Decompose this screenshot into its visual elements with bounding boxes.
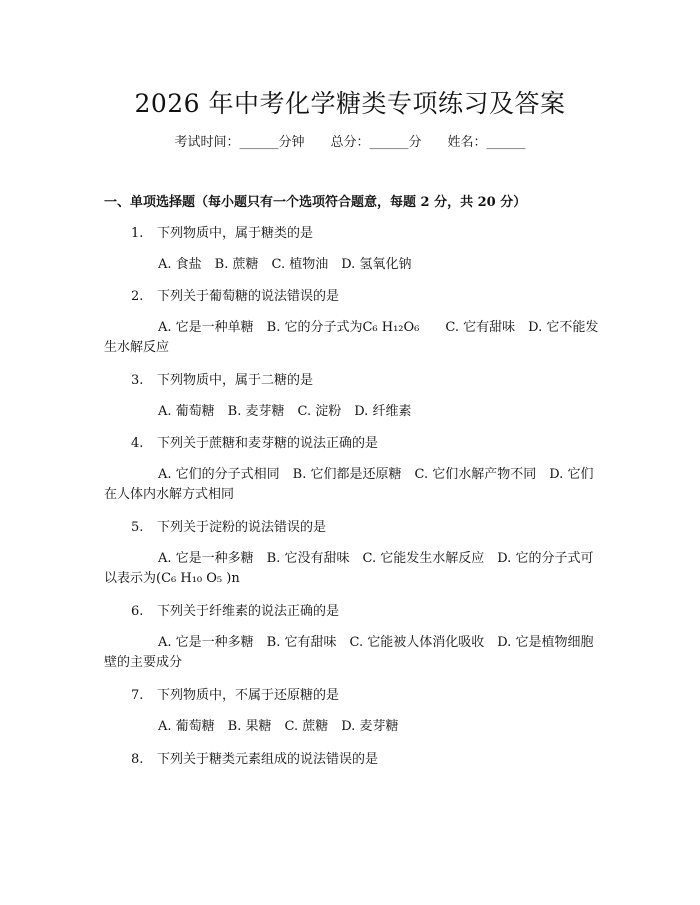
question-number: 4. bbox=[131, 436, 144, 451]
question-4-options: A. 它们的分子式相同 B. 它们都是还原糖 C. 它们水解产物不同 D. 它们在人体内水解方式相同 bbox=[104, 467, 594, 502]
question-8 bbox=[131, 750, 378, 770]
question-number: 5. bbox=[131, 520, 144, 535]
question-6-options: A. 它是一种多糖 B. 它有甜味 C. 它能被人体消化吸收 D. 它是植物细胞壁的主要成分 bbox=[104, 635, 594, 670]
question-number: 6. bbox=[131, 604, 144, 619]
question-1-options: A. 食盐 B. 蔗糖 C. 植物油 D. 氢氧化钠 bbox=[158, 257, 412, 272]
question-stem: 下列关于淀粉的说法错误的是 bbox=[157, 520, 327, 535]
question-3-options: A. 葡萄糖 B. 麦芽糖 C. 淀粉 D. 纤维素 bbox=[158, 404, 412, 419]
question-4 bbox=[131, 434, 378, 454]
question-5-options: A. 它是一种多糖 B. 它没有甜味 C. 它能发生水解反应 D. 它的分子式可以表示为(C₆ H₁₀ O₅ )n bbox=[104, 551, 594, 586]
question-2 bbox=[131, 287, 339, 307]
question-number: 3. bbox=[131, 373, 144, 388]
question-stem: 下列物质中，属于二糖的是 bbox=[157, 373, 314, 388]
question-2-options: A. 它是一种单糖 B. 它的分子式为C₆ H₁₂O₆ C. 它有甜味 D. 它不能发生水解反应 bbox=[104, 320, 599, 355]
document-title: 2026 年中考化学糖类专项练习及答案 bbox=[134, 89, 566, 118]
question-number: 1. bbox=[131, 226, 144, 241]
exam-time-field: 考试时间：______分钟 bbox=[174, 135, 305, 150]
question-number: 2. bbox=[131, 289, 144, 304]
question-number: 7. bbox=[131, 688, 144, 703]
section-heading-single-choice: 一、单项选择题（每小题只有一个选项符合题意，每题 2 分，共 20 分） bbox=[104, 195, 527, 210]
total-score-field: 总分：______分 bbox=[330, 135, 422, 150]
question-stem: 下列物质中，不属于还原糖的是 bbox=[157, 688, 340, 703]
question-stem: 下列物质中，属于糖类的是 bbox=[157, 226, 314, 241]
question-stem: 下列关于纤维素的说法正确的是 bbox=[157, 604, 340, 619]
question-7 bbox=[131, 686, 339, 706]
question-6 bbox=[131, 602, 339, 622]
question-stem: 下列关于蔗糖和麦芽糖的说法正确的是 bbox=[157, 436, 379, 451]
question-stem: 下列关于葡萄糖的说法错误的是 bbox=[157, 289, 340, 304]
question-5 bbox=[131, 518, 326, 538]
question-7-options: A. 葡萄糖 B. 果糖 C. 蔗糖 D. 麦芽糖 bbox=[158, 719, 399, 734]
student-name-field: 姓名：______ bbox=[447, 135, 526, 150]
exam-meta bbox=[0, 131, 700, 150]
question-number: 8. bbox=[131, 752, 144, 767]
question-1 bbox=[131, 224, 313, 244]
question-3 bbox=[131, 371, 313, 391]
question-stem: 下列关于糖类元素组成的说法错误的是 bbox=[157, 752, 379, 767]
